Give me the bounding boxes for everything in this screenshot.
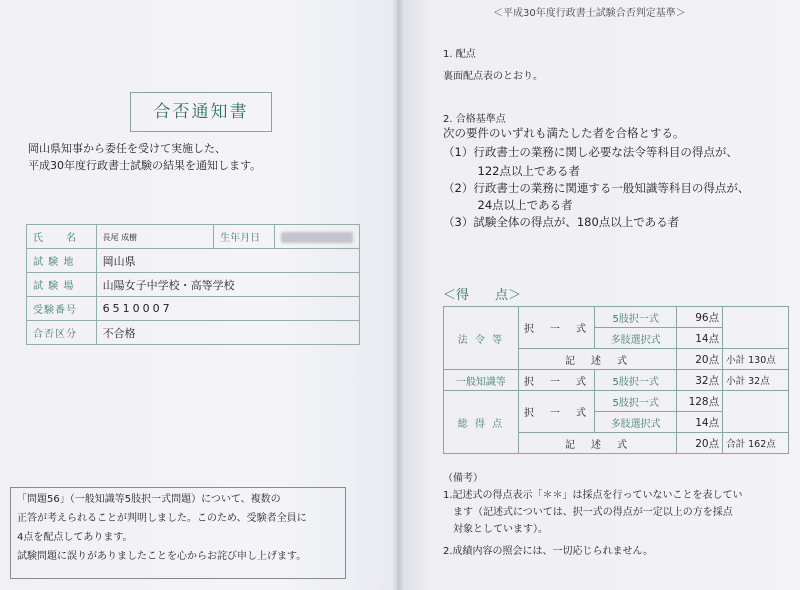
hall-label: 試 験 場 [27, 273, 97, 297]
birth-value-redacted [275, 225, 360, 249]
notice-line-3: 4点を配点してあります。 [17, 532, 133, 543]
category-general: 一般知識等 [444, 370, 519, 391]
total-essay-score: 20点 [695, 437, 720, 450]
redaction-blur [281, 232, 353, 243]
notes-line-2: ます（記述式については、択一式の得点が一定以上の方を採点 [443, 507, 733, 518]
general-subtotal: 小計 32点 [723, 370, 789, 391]
law-essay-score: 20点 [695, 353, 720, 366]
score-heading: ＜得 点＞ [443, 288, 522, 303]
hall-value: 山陽女子中学校・高等学校 [96, 273, 359, 297]
page-title: 合否通知書 [153, 102, 249, 122]
five-choice-label: 5肢択一式 [595, 391, 677, 412]
choice-label: 択 一 式 [518, 307, 594, 349]
site-value: 岡山県 [96, 249, 359, 273]
result-value: 不合格 [96, 321, 359, 345]
five-choice-label: 5肢択一式 [595, 370, 677, 391]
birth-label: 生年月日 [214, 225, 275, 249]
name-value: 長尾 成樹 [102, 233, 138, 242]
table-row [27, 321, 360, 345]
choice-label: 択 一 式 [518, 391, 594, 433]
criteria-header: ＜平成30年度行政書士試験合否判定基準＞ [493, 8, 686, 19]
section-1-body: 裏面配点表のとおり。 [443, 71, 543, 82]
law-multi-score: 14点 [695, 332, 720, 345]
table-row [27, 273, 360, 297]
criteria-line-4: （2）行政書士の業務に関連する一般知識等科目の得点が、 [443, 181, 750, 195]
number-value: 6510007 [96, 297, 359, 321]
five-choice-label: 5肢択一式 [595, 307, 677, 328]
notice-line-2: 正答が考えられることが判明しました。このため、受験者全員に [17, 513, 307, 524]
score-table [443, 306, 789, 454]
table-row [444, 307, 789, 328]
criteria-line-1: 次の要件のいずれも満たした者を合格とする。 [443, 126, 685, 140]
essay-label: 記 述 式 [518, 433, 676, 454]
intro-line-1: 岡山県知事から委任を受けて実施した、 [28, 142, 226, 155]
notes-heading: （備考） [443, 473, 483, 484]
choice-label: 択 一 式 [518, 370, 594, 391]
site-label: 試 験 地 [27, 249, 97, 273]
total-multi-score: 14点 [695, 416, 720, 429]
notes-line-1: 1.記述式の得点表示「＊＊」は採点を行っていないことを表してい [443, 490, 743, 501]
notice-line-1: 「問題56」（一般知識等5肢択一式問題）について、複数の [17, 494, 281, 505]
total-five-score: 128点 [688, 395, 720, 408]
category-law: 法 令 等 [444, 307, 519, 370]
category-total: 総 得 点 [444, 391, 519, 454]
apology-notice-box [10, 487, 346, 579]
section-2-title: 2. 合格基準点 [443, 114, 506, 125]
law-subtotal: 小計 130点 [723, 349, 789, 370]
result-label: 合否区分 [27, 321, 97, 345]
page-fold-shadow [393, 0, 403, 590]
examinee-info-table [26, 224, 360, 345]
notes-line-4: 2.成績内容の照会には、一切応じられません。 [443, 546, 654, 557]
number-label: 受験番号 [27, 297, 97, 321]
table-row [27, 225, 360, 249]
general-five-score: 32点 [695, 374, 720, 387]
left-page [0, 0, 398, 590]
section-1-title: 1. 配点 [443, 49, 476, 60]
notice-title-box [130, 92, 272, 132]
law-five-score: 96点 [695, 311, 720, 324]
criteria-line-5: 24点以上である者 [443, 198, 573, 212]
grand-total: 合計 162点 [723, 433, 789, 454]
intro-line-2: 平成30年度行政書士試験の結果を通知します。 [28, 159, 262, 172]
name-label: 氏 名 [27, 225, 97, 249]
criteria-line-6: （3）試験全体の得点が、180点以上である者 [443, 215, 680, 229]
criteria-line-2: （1）行政書士の業務に関し必要な法令等科目の得点が、 [443, 145, 738, 159]
table-row [444, 370, 789, 391]
notes-line-3: 対象としています）。 [443, 524, 548, 535]
essay-label: 記 述 式 [518, 349, 676, 370]
multi-choice-label: 多肢選択式 [595, 412, 677, 433]
table-row [444, 391, 789, 412]
table-row [27, 297, 360, 321]
criteria-line-3: 122点以上である者 [443, 164, 580, 178]
table-row [27, 249, 360, 273]
notice-line-4: 試験問題に誤りがありましたことを心からお詫び申し上げます。 [17, 551, 307, 562]
multi-choice-label: 多肢選択式 [595, 328, 677, 349]
